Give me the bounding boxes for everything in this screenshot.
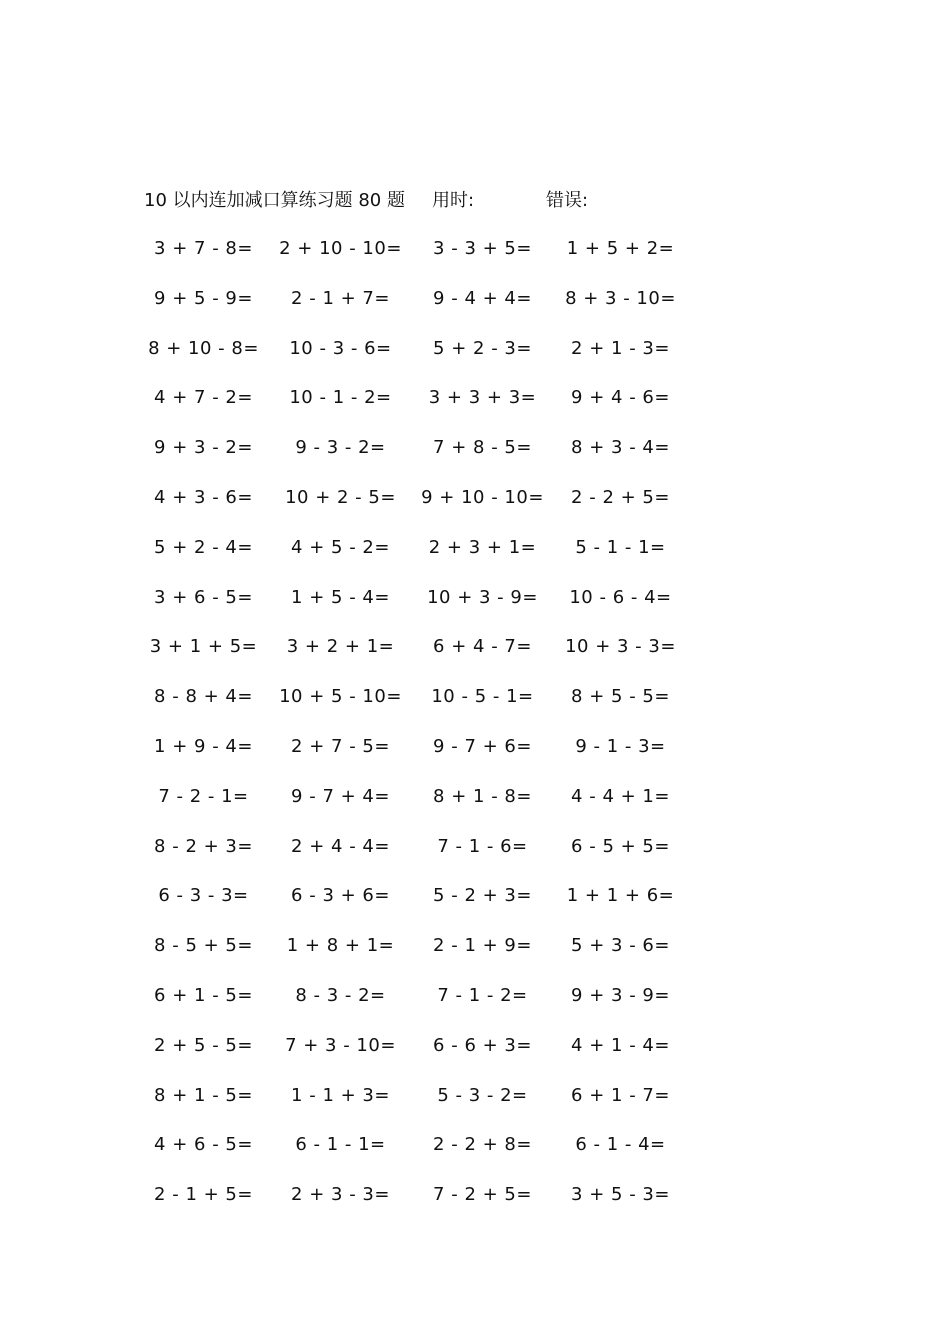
math-problem: 3 + 7 - 8=	[154, 238, 253, 259]
math-problem: 9 + 5 - 9=	[154, 287, 253, 309]
math-problem: 3 - 3 + 5=	[433, 238, 532, 259]
math-problem: 6 + 4 - 7=	[433, 636, 532, 658]
math-problem: 6 - 3 + 6=	[291, 885, 390, 907]
math-problem: 9 - 7 + 4=	[291, 785, 390, 807]
math-problem: 1 + 9 - 4=	[154, 735, 253, 757]
math-problem: 10 + 3 - 9=	[427, 586, 538, 608]
math-problem: 7 - 1 - 2=	[437, 984, 528, 1006]
math-problem: 7 + 8 - 5=	[433, 437, 532, 459]
math-problem: 7 + 3 - 10=	[285, 1034, 396, 1056]
math-problem: 9 - 7 + 6=	[433, 735, 532, 757]
math-problem: 8 - 3 - 2=	[295, 984, 386, 1006]
math-problem: 9 + 3 - 2=	[154, 437, 253, 459]
math-problem: 5 + 2 - 4=	[154, 536, 253, 558]
math-problem: 2 + 7 - 5=	[291, 735, 390, 757]
math-problem: 8 + 3 - 4=	[571, 437, 670, 459]
error-label: 错误:	[546, 190, 589, 211]
math-problem: 7 - 2 - 1=	[158, 785, 249, 807]
math-problem: 4 + 6 - 5=	[154, 1134, 253, 1156]
problem-row	[0, 527, 950, 577]
math-problem: 4 + 3 - 6=	[154, 486, 253, 508]
problem-row	[0, 875, 950, 925]
math-problem: 9 + 10 - 10=	[421, 486, 544, 508]
math-problem: 3 + 6 - 5=	[154, 586, 253, 608]
math-problem: 6 + 1 - 5=	[154, 984, 253, 1006]
math-problem: 10 - 5 - 1=	[431, 686, 534, 708]
math-problem: 10 + 3 - 3=	[565, 636, 676, 658]
math-problem: 7 - 2 + 5=	[433, 1184, 532, 1206]
math-problem: 2 - 1 + 9=	[433, 935, 532, 957]
math-problem: 2 - 2 + 5=	[571, 486, 670, 508]
math-problem: 5 - 1 - 1=	[575, 536, 666, 558]
math-problem: 5 + 2 - 3=	[433, 337, 532, 359]
math-problem: 7 - 1 - 6=	[437, 835, 528, 857]
problem-row	[0, 377, 950, 427]
worksheet-title: 10 以内连加减口算练习题 80 题	[144, 190, 405, 211]
problem-row	[0, 676, 950, 726]
problem-row	[0, 726, 950, 776]
math-problem: 8 + 1 - 8=	[433, 785, 532, 807]
math-problem: 5 - 2 + 3=	[433, 885, 532, 907]
math-problem: 5 - 3 - 2=	[437, 1084, 528, 1106]
problem-row	[0, 1025, 950, 1075]
math-problem: 6 + 1 - 7=	[571, 1084, 670, 1106]
problem-row	[0, 826, 950, 876]
problem-grid	[0, 228, 950, 1224]
math-problem: 8 + 1 - 5=	[154, 1084, 253, 1106]
math-problem: 8 + 3 - 10=	[565, 287, 676, 309]
math-problem: 10 + 5 - 10=	[279, 686, 402, 708]
math-problem: 8 + 10 - 8=	[148, 337, 259, 359]
math-problem: 2 + 3 + 1=	[428, 536, 537, 558]
math-problem: 4 + 5 - 2=	[291, 536, 390, 558]
problem-row	[0, 975, 950, 1025]
problem-row	[0, 925, 950, 975]
math-problem: 8 - 8 + 4=	[154, 686, 253, 708]
math-problem: 1 + 5 + 2=	[566, 238, 675, 259]
problem-row	[0, 228, 950, 278]
math-problem: 5 + 3 - 6=	[571, 935, 670, 957]
problem-row	[0, 1075, 950, 1125]
math-problem: 3 + 3 + 3=	[428, 387, 537, 409]
math-problem: 4 - 4 + 1=	[571, 785, 670, 807]
math-problem: 8 + 5 - 5=	[571, 686, 670, 708]
math-problem: 10 - 6 - 4=	[569, 586, 672, 608]
math-problem: 2 + 10 - 10=	[279, 238, 402, 259]
math-problem: 6 - 5 + 5=	[571, 835, 670, 857]
problem-row	[0, 626, 950, 676]
math-problem: 1 + 5 - 4=	[291, 586, 390, 608]
math-problem: 8 - 2 + 3=	[154, 835, 253, 857]
math-problem: 2 - 2 + 8=	[433, 1134, 532, 1156]
math-problem: 10 - 3 - 6=	[289, 337, 392, 359]
math-problem: 2 + 1 - 3=	[571, 337, 670, 359]
problem-row	[0, 1174, 950, 1224]
math-problem: 10 - 1 - 2=	[289, 387, 392, 409]
math-problem: 9 + 4 - 6=	[571, 387, 670, 409]
problem-row	[0, 1124, 950, 1174]
math-problem: 2 - 1 + 7=	[291, 287, 390, 309]
math-problem: 2 + 5 - 5=	[154, 1034, 253, 1056]
math-problem: 2 + 4 - 4=	[291, 835, 390, 857]
math-problem: 8 - 5 + 5=	[154, 935, 253, 957]
math-problem: 1 - 1 + 3=	[291, 1084, 390, 1106]
math-problem: 1 + 8 + 1=	[286, 935, 395, 957]
time-label: 用时:	[432, 190, 475, 211]
math-problem: 1 + 1 + 6=	[566, 885, 675, 907]
math-problem: 4 + 7 - 2=	[154, 387, 253, 409]
problem-row	[0, 278, 950, 328]
math-problem: 3 + 5 - 3=	[571, 1184, 670, 1206]
math-problem: 3 + 2 + 1=	[286, 636, 395, 658]
problem-row	[0, 577, 950, 627]
problem-row	[0, 328, 950, 378]
math-problem: 4 + 1 - 4=	[571, 1034, 670, 1056]
math-problem: 9 - 4 + 4=	[433, 287, 532, 309]
problem-row	[0, 477, 950, 527]
math-problem: 10 + 2 - 5=	[285, 486, 396, 508]
math-problem: 9 - 1 - 3=	[575, 735, 666, 757]
math-problem: 6 - 1 - 1=	[295, 1134, 386, 1156]
math-problem: 9 + 3 - 9=	[571, 984, 670, 1006]
math-problem: 9 - 3 - 2=	[295, 437, 386, 459]
math-problem: 2 - 1 + 5=	[154, 1184, 253, 1206]
math-problem: 6 - 3 - 3=	[158, 885, 249, 907]
worksheet-header	[0, 186, 950, 214]
math-problem: 3 + 1 + 5=	[149, 636, 258, 658]
problem-row	[0, 776, 950, 826]
problem-row	[0, 427, 950, 477]
math-problem: 6 - 1 - 4=	[575, 1134, 666, 1156]
math-problem: 6 - 6 + 3=	[433, 1034, 532, 1056]
math-problem: 2 + 3 - 3=	[291, 1184, 390, 1206]
